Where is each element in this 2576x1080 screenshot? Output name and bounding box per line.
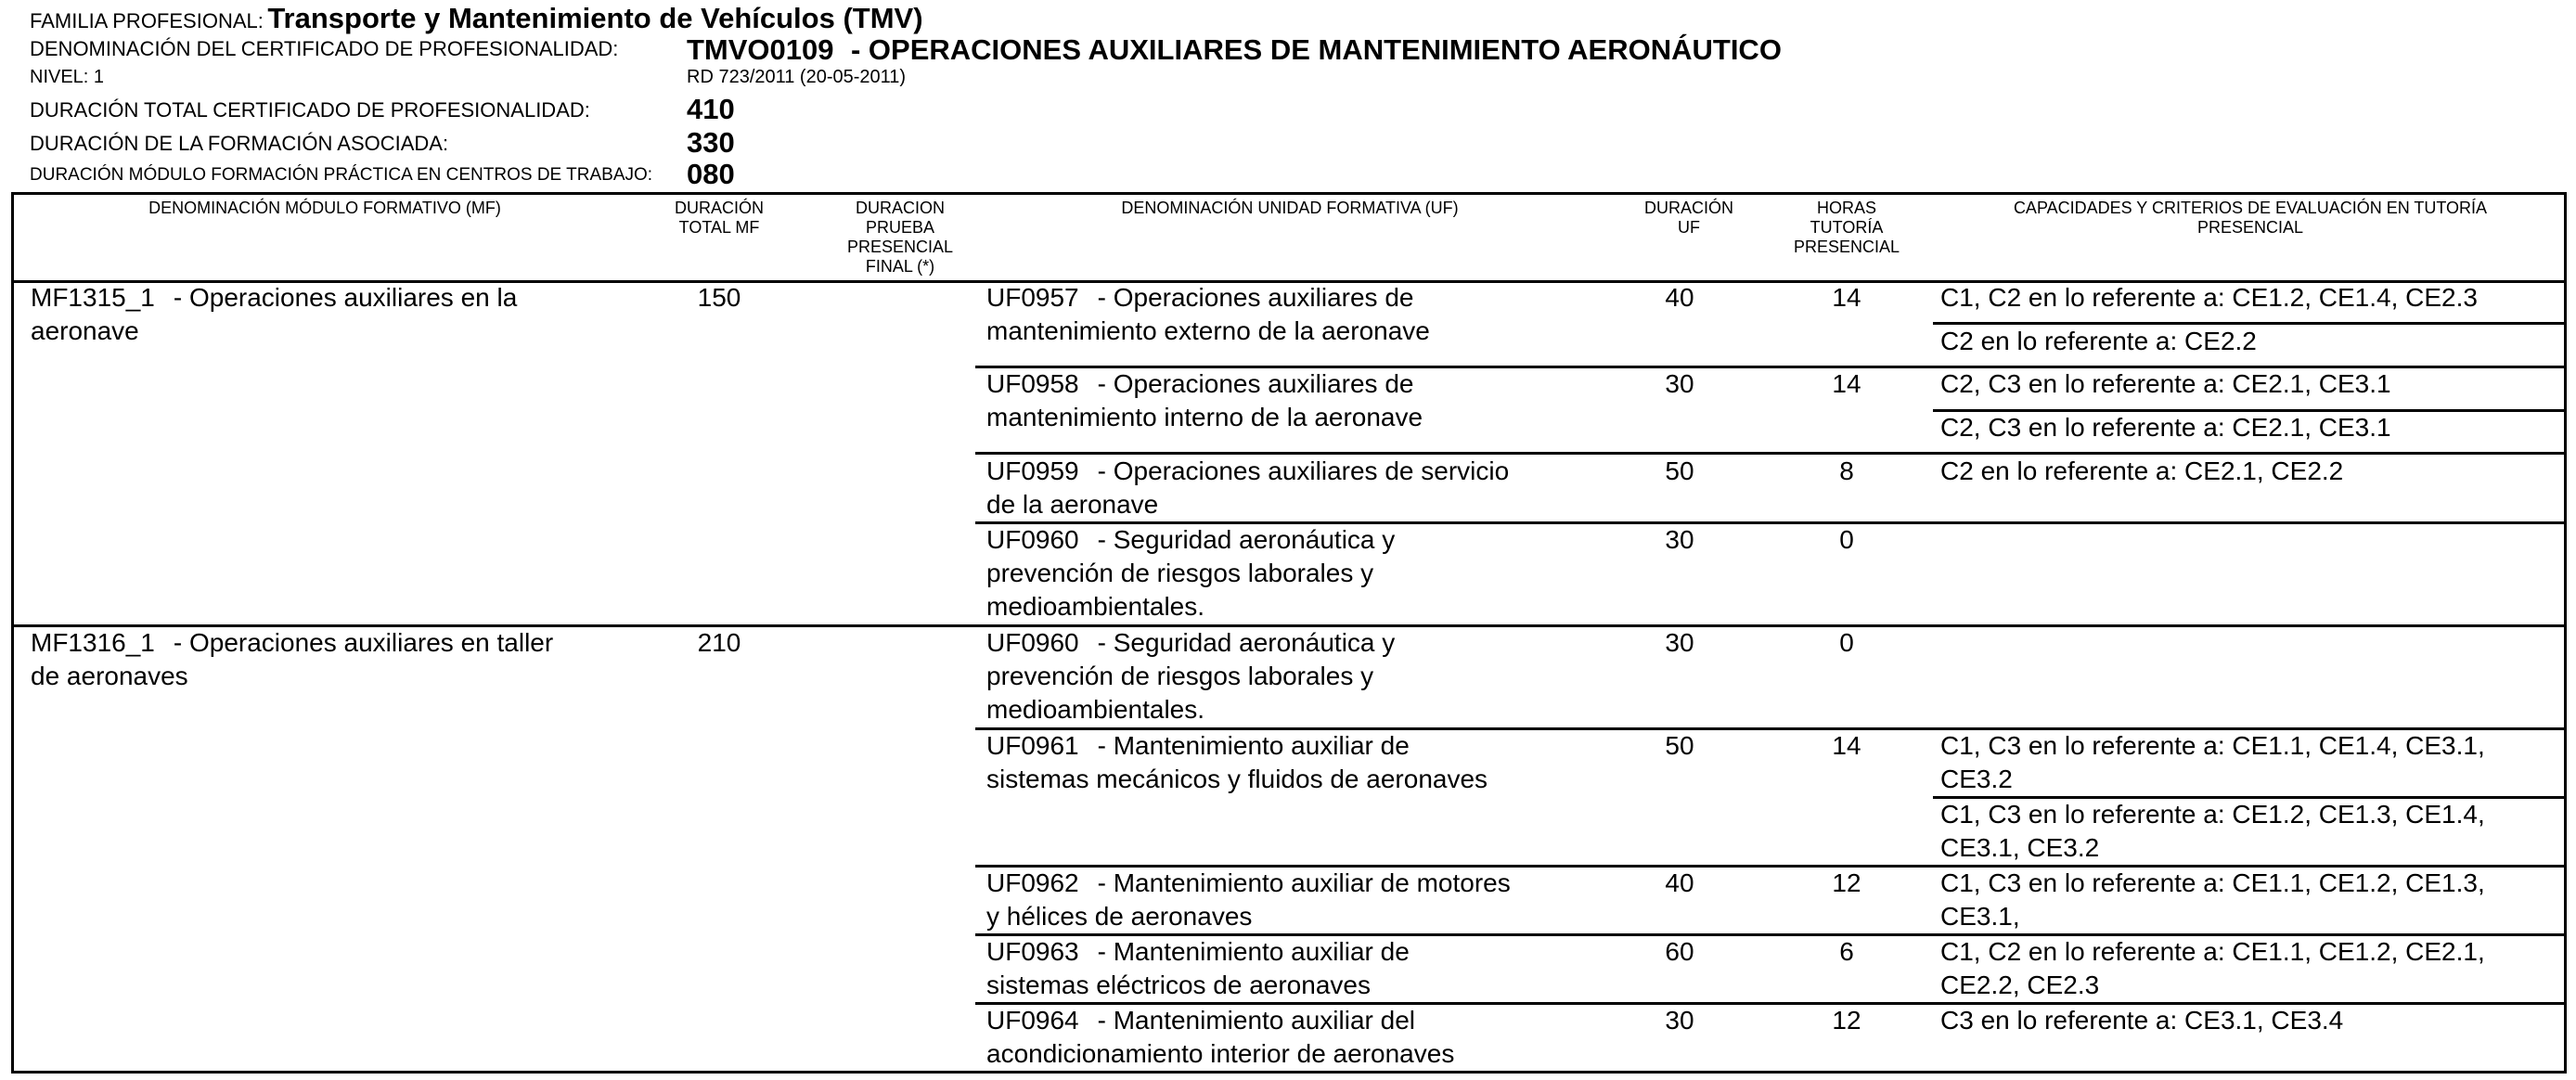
unit-duration: 50 (1665, 456, 1694, 485)
unit-name: UF0960 - Seguridad aeronáutica y prevención de riesgos laborales y medioambientales. (986, 628, 1396, 724)
duracion-total-label: DURACIÓN TOTAL CERTIFICADO DE PROFESIONALIDAD: (30, 98, 590, 122)
duracion-total-value: 410 (687, 93, 735, 125)
unit-capacities: C2, C3 en lo referente a: CE2.1, CE3.1 (1940, 369, 2391, 398)
unit-capacities: C1, C2 en lo referente a: CE1.1, CE1.2, CE2.1, CE2.2, CE2.3 (1940, 937, 2485, 999)
certificado-code: TMVO0109 (687, 33, 834, 66)
unit-name: UF0958 - Operaciones auxiliares de mantenimiento interno de la aeronave (986, 369, 1423, 431)
unit-name: UF0961 - Mantenimiento auxiliar de sistemas mecánicos y fluidos de aeronaves (986, 731, 1488, 793)
unit-capacities: C1, C3 en lo referente a: CE1.1, CE1.2, CE1.3, CE3.1, (1940, 868, 2485, 931)
unit-duration: 30 (1665, 1006, 1694, 1035)
unit-name: UF0960 - Seguridad aeronáutica y prevención de riesgos laborales y medioambientales. (986, 525, 1396, 621)
module-duration: 210 (697, 628, 741, 657)
unit-name: UF0959 - Operaciones auxiliares de servicio de la aeronave (986, 456, 1510, 519)
unit-hours: 0 (1839, 628, 1854, 657)
unit-duration: 60 (1665, 937, 1694, 966)
unit-hours: 14 (1832, 369, 1861, 398)
duracion-practica-value: 080 (687, 158, 735, 190)
unit-capacities: C1, C3 en lo referente a: CE1.1, CE1.4, CE3.1, CE3.2 (1940, 731, 2485, 793)
unit-capacities: C2, C3 en lo referente a: CE2.1, CE3.1 (1940, 413, 2391, 442)
familia-value: Transporte y Mantenimiento de Vehículos (TMV) (267, 2, 923, 34)
unit-capacities: C2 en lo referente a: CE2.2 (1940, 327, 2257, 355)
certificado-title: - OPERACIONES AUXILIARES DE MANTENIMIENTO AERONÁUTICO (850, 33, 1782, 66)
unit-duration: 30 (1665, 369, 1694, 398)
unit-duration: 40 (1665, 283, 1694, 312)
unit-capacities: C1, C3 en lo referente a: CE1.2, CE1.3, CE1.4, CE3.1, CE3.2 (1940, 800, 2485, 862)
unit-capacities: C3 en lo referente a: CE3.1, CE3.4 (1940, 1006, 2344, 1035)
duracion-formacion-value: 330 (687, 126, 735, 159)
unit-capacities: C2 en lo referente a: CE2.1, CE2.2 (1940, 456, 2344, 485)
col-header-capacidades: CAPACIDADES Y CRITERIOS DE EVALUACIÓN EN TUTORÍA PRESENCIAL (2013, 199, 2488, 237)
module-name: MF1315_1 - Operaciones auxiliares en la aeronave (31, 283, 518, 345)
module-duration: 150 (697, 283, 741, 312)
module-name: MF1316_1 - Operaciones auxiliares en taller de aeronaves (31, 628, 554, 690)
col-header-prueba: DURACION PRUEBA PRESENCIAL FINAL (*) (846, 199, 954, 276)
unit-name: UF0957 - Operaciones auxiliares de mantenimiento externo de la aeronave (986, 283, 1430, 345)
unit-name: UF0964 - Mantenimiento auxiliar del acondicionamiento interior de aeronaves (986, 1006, 1455, 1068)
col-header-mf: DENOMINACIÓN MÓDULO FORMATIVO (MF) (148, 199, 501, 217)
col-header-uf: DENOMINACIÓN UNIDAD FORMATIVA (UF) (1121, 199, 1459, 217)
duracion-formacion-label: DURACIÓN DE LA FORMACIÓN ASOCIADA: (30, 132, 449, 155)
familia-profesional (30, 2, 923, 35)
unit-duration: 40 (1665, 868, 1694, 897)
unit-hours: 14 (1832, 731, 1861, 760)
familia-label: FAMILIA PROFESIONAL: (30, 9, 264, 32)
col-header-dur-mf: DURACIÓN TOTAL MF (674, 199, 764, 237)
unit-hours: 14 (1832, 283, 1861, 312)
unit-duration: 30 (1665, 628, 1694, 657)
col-header-horas: HORAS TUTORÍA PRESENCIAL (1793, 199, 1900, 256)
unit-hours: 12 (1832, 1006, 1861, 1035)
unit-name: UF0962 - Mantenimiento auxiliar de motores y hélices de aeronaves (986, 868, 1511, 931)
unit-duration: 30 (1665, 525, 1694, 554)
rd-reference: RD 723/2011 (20-05-2011) (687, 67, 907, 87)
unit-hours: 12 (1832, 868, 1861, 897)
unit-hours: 8 (1839, 456, 1854, 485)
col-header-dur-uf: DURACIÓN UF (1643, 199, 1733, 237)
nivel-label: NIVEL: 1 (30, 67, 105, 87)
unit-hours: 6 (1839, 937, 1854, 966)
unit-capacities: C1, C2 en lo referente a: CE1.2, CE1.4, CE2.3 (1940, 283, 2478, 312)
denominacion-value (687, 33, 1782, 67)
modules-table (11, 192, 2567, 1074)
duracion-practica-label: DURACIÓN MÓDULO FORMACIÓN PRÁCTICA EN CENTROS DE TRABAJO: (30, 165, 653, 185)
unit-hours: 0 (1839, 525, 1854, 554)
unit-duration: 50 (1665, 731, 1694, 760)
unit-name: UF0963 - Mantenimiento auxiliar de sistemas eléctricos de aeronaves (986, 937, 1410, 999)
denominacion-label: DENOMINACIÓN DEL CERTIFICADO DE PROFESIONALIDAD: (30, 37, 619, 60)
